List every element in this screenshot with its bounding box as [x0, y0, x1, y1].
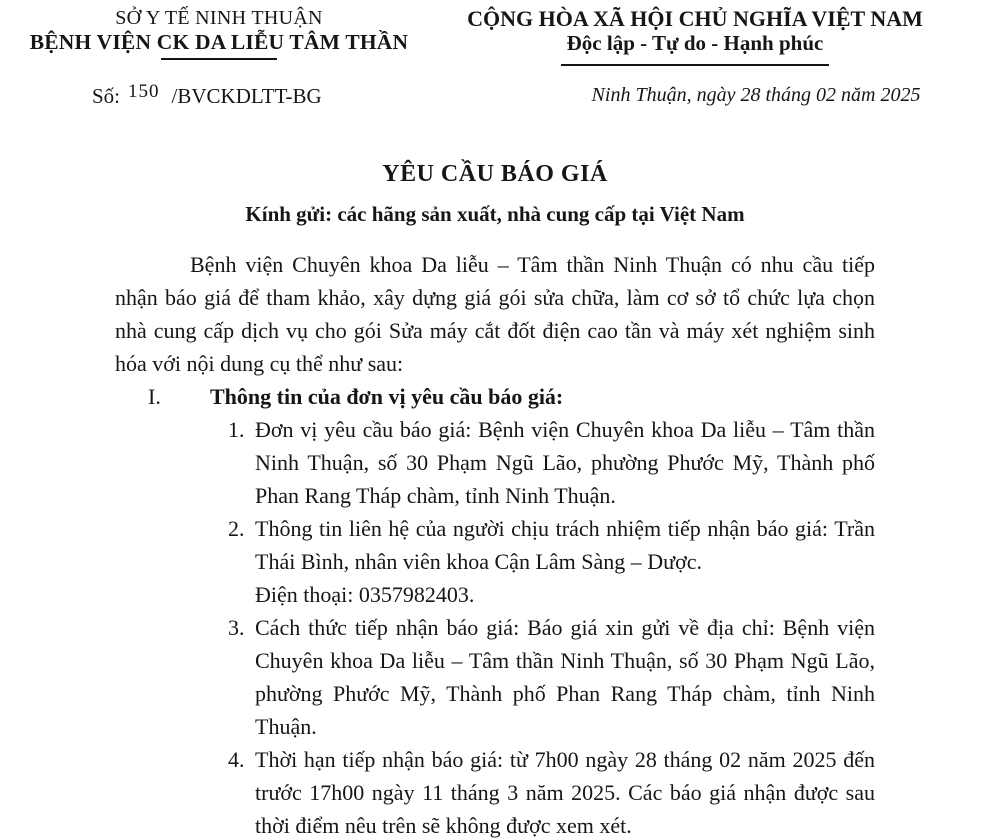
- header-right-rule: [561, 64, 829, 66]
- section-numeral: I.: [148, 384, 161, 409]
- intro-paragraph: Bệnh viện Chuyên khoa Da liễu – Tâm thần Ninh Thuận có nhu cầu tiếp nhận báo giá để tham khảo, xây dựng giá gói sửa chữa, làm cơ sở tổ chức lựa chọn nhà cung cấp dịch vụ cho gói Sửa máy cắt đốt điện cao tần và máy xét nghiệm sinh hóa với nội dung cụ thể như sau:: [115, 252, 875, 376]
- list-item-phone: Điện thoại: 0357982403.: [255, 582, 475, 607]
- list-item-number: 4.: [228, 747, 245, 772]
- document-number-suffix: /BVCKDLTT-BG: [171, 84, 322, 108]
- republic-title: CỘNG HÒA XÃ HỘI CHỦ NGHĨA VIỆT NAM: [467, 6, 923, 31]
- document-header: [0, 6, 990, 111]
- list-item: [228, 743, 875, 839]
- hospital-name: BỆNH VIỆN CK DA LIỄU TÂM THẦN: [29, 30, 409, 54]
- issuing-authority: SỞ Y TẾ NINH THUẬN: [115, 7, 323, 29]
- list-item-text: Thông tin liên hệ của người chịu trách nhiệm tiếp nhận báo giá: Trần Thái Bình, nhân viên khoa Cận Lâm Sàng – Dược.: [255, 516, 875, 574]
- place-date-line: Ninh Thuận, ngày 28 tháng 02 năm 2025: [591, 84, 921, 106]
- list-item: [228, 512, 875, 611]
- list-item-number: 2.: [228, 516, 245, 541]
- document-number-value: 150: [128, 81, 160, 102]
- list-item-text: Đơn vị yêu cầu báo giá: Bệnh viện Chuyên khoa Da liễu – Tâm thần Ninh Thuận, số 30 Phạm Ngũ Lão, phường Phước Mỹ, Thành phố Phan Rang Tháp chàm, tỉnh Ninh Thuận.: [255, 417, 875, 508]
- document-body: [115, 248, 875, 839]
- list-item: [228, 611, 875, 743]
- header-national-block: [460, 6, 990, 111]
- list-item-body: [255, 512, 875, 611]
- section-heading: [115, 380, 875, 413]
- header-left-rule: [161, 58, 277, 60]
- independence-motto: Độc lập - Tự do - Hạnh phúc: [566, 31, 824, 55]
- document-number-label: Số:: [92, 84, 121, 108]
- list-item-number: 3.: [228, 615, 245, 640]
- document-recipient: Kính gửi: các hãng sản xuất, nhà cung cấp tại Việt Nam: [245, 202, 745, 226]
- list-item: [228, 413, 875, 512]
- list-item-text: Cách thức tiếp nhận báo giá: Báo giá xin gửi về địa chỉ: Bệnh viện Chuyên khoa Da liễu – Tâm thần Ninh Thuận, số 30 Phạm Ngũ Lão, phường Phước Mỹ, Thành phố Phan Rang Tháp chàm, tỉnh Ninh Thuận.: [255, 615, 875, 739]
- list-item-text: Thời hạn tiếp nhận báo giá: từ 7h00 ngày 28 tháng 02 năm 2025 đến trước 17h00 ngày 11 tháng 3 năm 2025. Các báo giá nhận được sau thời điểm nêu trên sẽ không được xem xét.: [255, 747, 875, 838]
- list-item-number: 1.: [228, 417, 245, 442]
- document-number-line: [0, 83, 438, 111]
- section-title: Thông tin của đơn vị yêu cầu báo giá:: [210, 384, 564, 409]
- header-issuing-block: [0, 6, 460, 111]
- document-title: YÊU CẦU BÁO GIÁ: [382, 161, 608, 187]
